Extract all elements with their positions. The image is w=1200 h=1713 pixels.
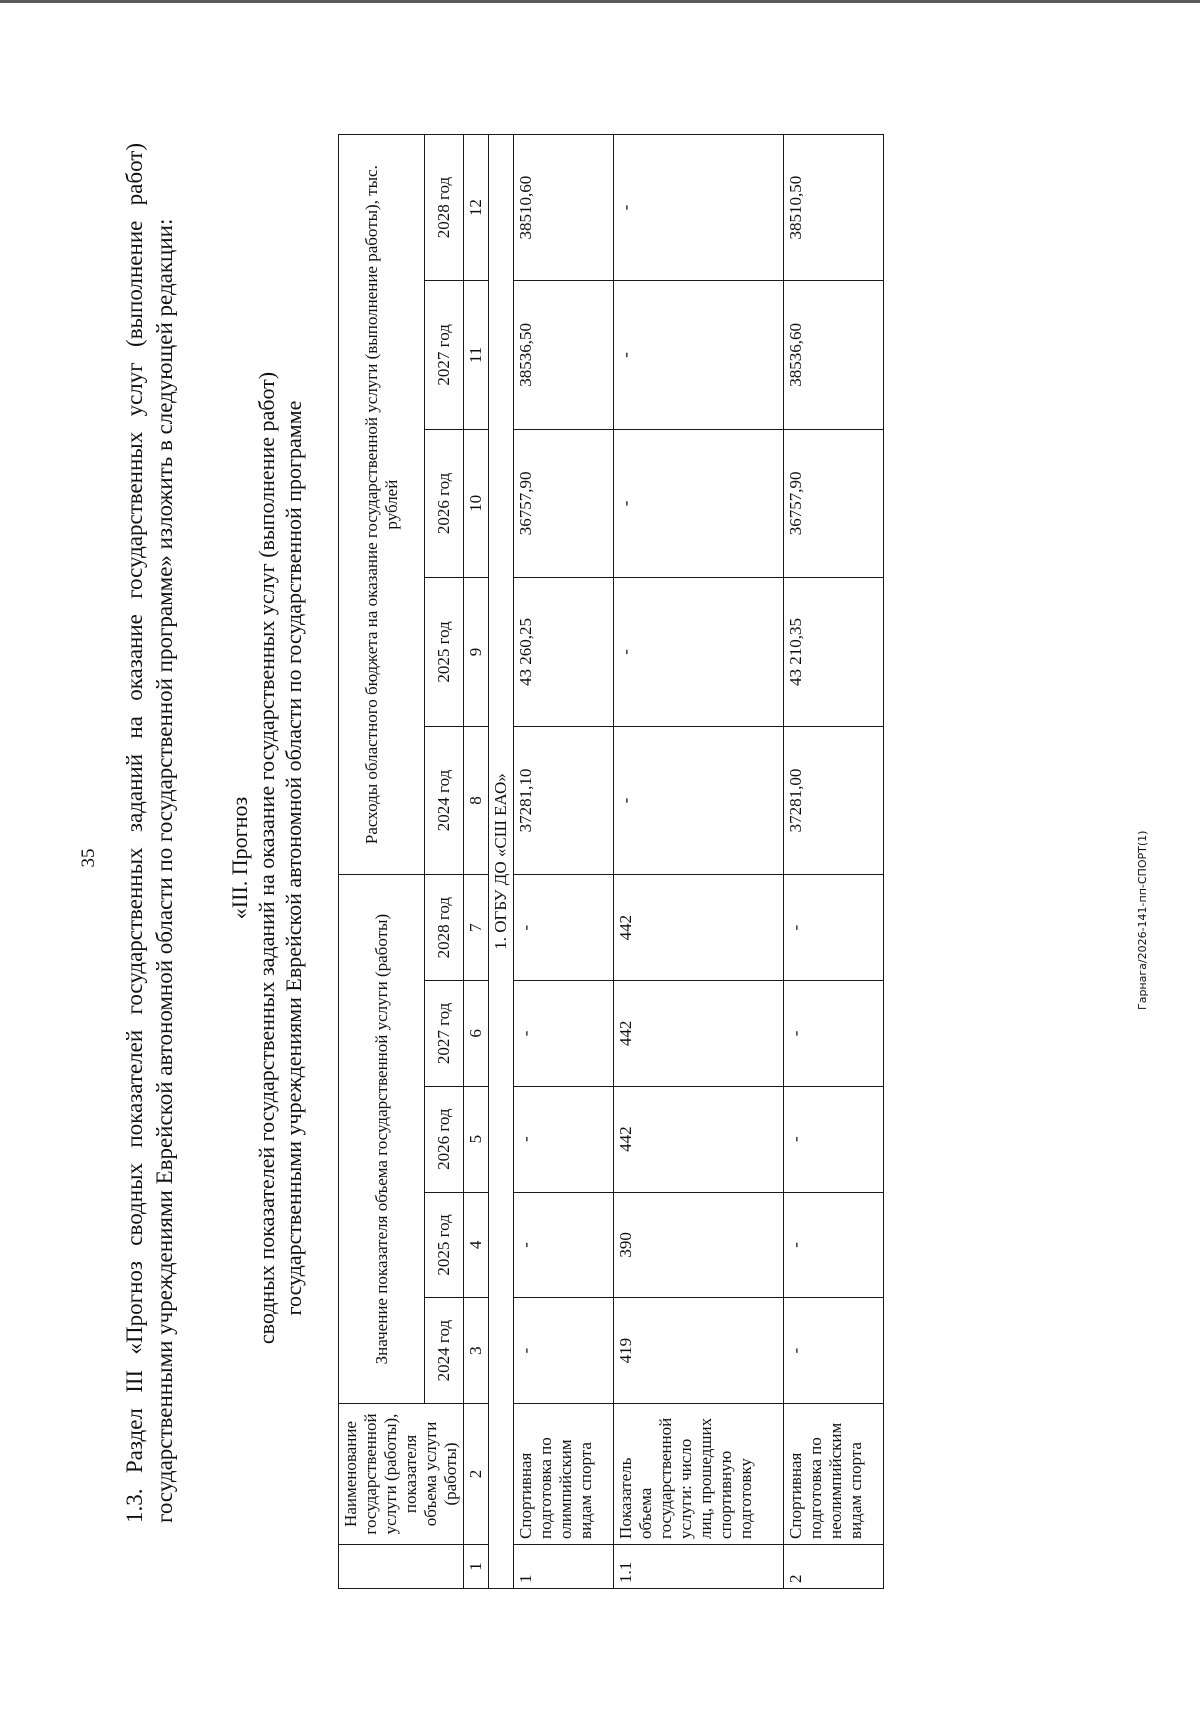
table-cell: 442 <box>614 1086 784 1192</box>
table-cell: 43 210,35 <box>784 578 884 727</box>
table-cell: 36757,90 <box>514 429 614 578</box>
table-cell: - <box>514 875 614 981</box>
header-num-cell <box>339 1544 464 1588</box>
table-cell: - <box>784 981 884 1087</box>
column-number: 11 <box>464 281 489 430</box>
header-volume-group: Значение показателя объема государственной услуги (работы) <box>339 875 425 1404</box>
row-name: Показатель объема государственной услуги: число лиц, прошедших спортивную подготовку <box>614 1403 784 1544</box>
section-heading-subtitle-2: государственными учреждениями Еврейской автономной области по государственной программе <box>281 400 306 1316</box>
column-number: 8 <box>464 726 489 875</box>
column-number: 4 <box>464 1192 489 1298</box>
table-cell: - <box>614 429 784 578</box>
header-row-years <box>425 135 464 1589</box>
header-year: 2027 год <box>425 981 464 1087</box>
table-cell: 37281,10 <box>514 726 614 875</box>
table-row <box>784 135 884 1589</box>
header-year: 2024 год <box>425 1298 464 1404</box>
table-cell: 38510,50 <box>784 135 884 281</box>
column-number: 12 <box>464 135 489 281</box>
section-heading-subtitle-1: сводных показателей государственных заданий на оказание государственных услуг (выполнение работ) <box>254 371 279 1345</box>
row-number: 2 <box>784 1544 884 1588</box>
table-cell: - <box>514 1192 614 1298</box>
intro-paragraph: 1.3. Раздел III «Прогноз сводных показателей государственных заданий на оказание государственных услуг (выполнение работ) государственными учреждениями Еврейской автономной области по государственной программе» изложить в следующей редакции: <box>122 143 177 1523</box>
header-year: 2024 год <box>425 726 464 875</box>
header-name: Наименование государственной услуги (работы), показателя объема услуги (работы) <box>339 1403 464 1544</box>
table-row <box>514 135 614 1589</box>
table-cell: - <box>784 1192 884 1298</box>
header-row-1 <box>339 135 425 1589</box>
column-number-row <box>464 135 489 1589</box>
table-cell: - <box>514 1298 614 1404</box>
table-cell: - <box>614 135 784 281</box>
header-year: 2026 год <box>425 1086 464 1192</box>
column-number: 6 <box>464 981 489 1087</box>
table-cell: - <box>614 578 784 727</box>
row-number: 1 <box>514 1544 614 1588</box>
column-number: 9 <box>464 578 489 727</box>
row-number: 1.1 <box>614 1544 784 1588</box>
table-row <box>614 135 784 1589</box>
table-cell: 390 <box>614 1192 784 1298</box>
table-cell: 38536,50 <box>514 281 614 430</box>
header-budget-group: Расходы областного бюджета на оказание государственной услуги (выполнение работы), тыс. рублей <box>339 135 425 875</box>
header-year: 2027 год <box>425 281 464 430</box>
forecast-table <box>338 134 884 1589</box>
row-name: Спортивная подготовка по неолимпийским видам спорта <box>784 1403 884 1544</box>
column-number: 5 <box>464 1086 489 1192</box>
table-cell: - <box>784 875 884 981</box>
file-label: Гарнага/2026-141-пп-СПОРТ(1) <box>1136 830 1149 1010</box>
file-label-rail <box>1136 210 1156 1010</box>
table-cell: - <box>514 981 614 1087</box>
table-cell: - <box>614 726 784 875</box>
section-heading-title: «III. Прогноз <box>227 796 252 920</box>
column-number: 10 <box>464 429 489 578</box>
page-number: 35 <box>78 848 99 868</box>
table-cell: 37281,00 <box>784 726 884 875</box>
table-cell: 38510,60 <box>514 135 614 281</box>
header-year: 2025 год <box>425 578 464 727</box>
header-year: 2028 год <box>425 875 464 981</box>
top-border-line <box>0 0 1200 3</box>
table-cell: - <box>784 1086 884 1192</box>
column-number: 1 <box>464 1544 489 1588</box>
table-cell: 442 <box>614 981 784 1087</box>
column-number: 7 <box>464 875 489 981</box>
section-title: 1. ОГБУ ДО «СШ ЕАО» <box>489 135 514 1589</box>
table-cell: - <box>514 1086 614 1192</box>
rotated-page <box>8 33 1088 1683</box>
header-year: 2026 год <box>425 429 464 578</box>
table-cell: 36757,90 <box>784 429 884 578</box>
table-cell: 419 <box>614 1298 784 1404</box>
table-cell: - <box>614 281 784 430</box>
section-row <box>489 135 514 1589</box>
header-year: 2025 год <box>425 1192 464 1298</box>
row-name: Спортивная подготовка по олимпийским видам спорта <box>514 1403 614 1544</box>
column-number: 2 <box>464 1403 489 1544</box>
table-cell: 43 260,25 <box>514 578 614 727</box>
table-cell: - <box>784 1298 884 1404</box>
table-cell: 38536,60 <box>784 281 884 430</box>
column-number: 3 <box>464 1298 489 1404</box>
table-cell: 442 <box>614 875 784 981</box>
header-year: 2028 год <box>425 135 464 281</box>
